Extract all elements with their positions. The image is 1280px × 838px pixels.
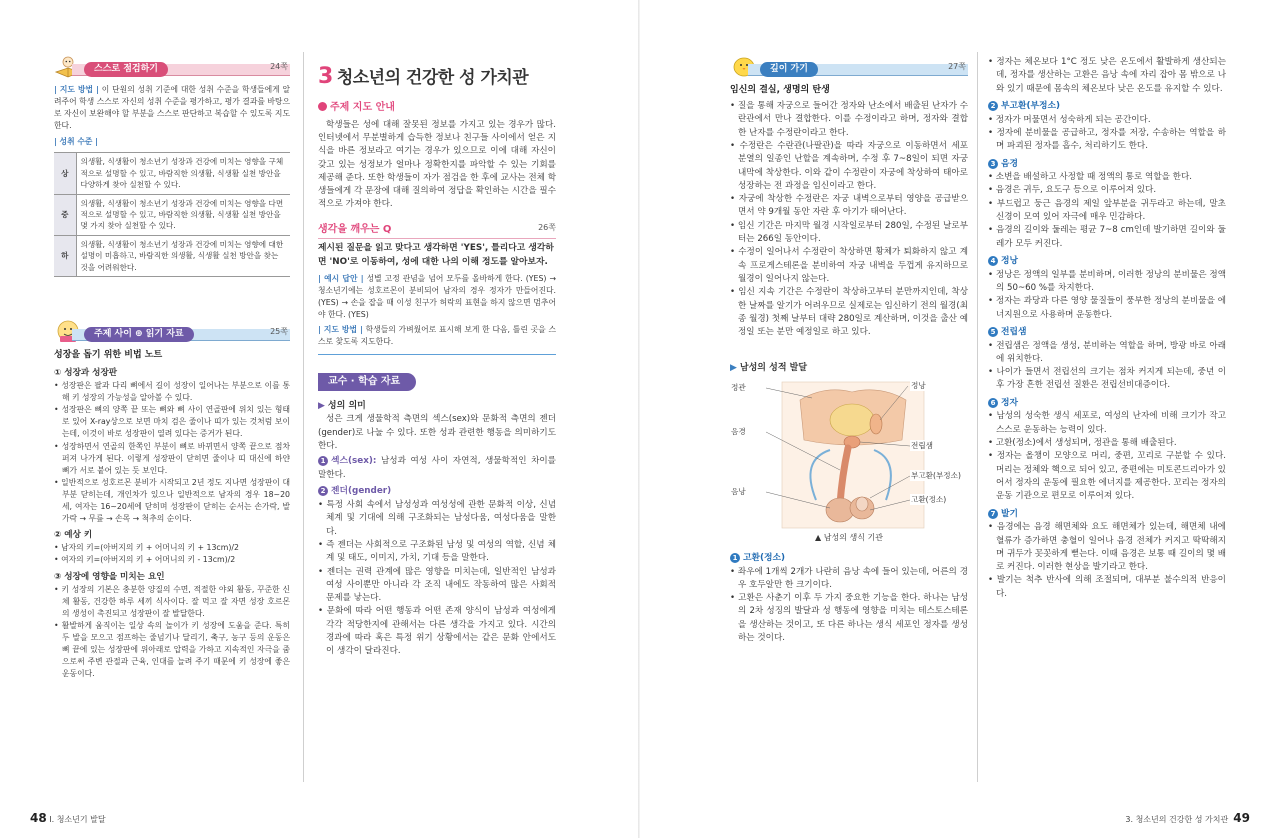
list-item: • 정자가 머물면서 성숙하게 되는 공간이다. (988, 114, 1151, 125)
deep-list (730, 100, 968, 340)
label-penis: 음경 (731, 426, 746, 436)
organ-section-heading (988, 326, 1226, 340)
right-col-1 (730, 56, 968, 645)
list-item: • 음경은 귀두, 요도구 등으로 이루어져 있다. (988, 185, 1157, 196)
method-guide (318, 324, 556, 348)
male-anatomy-illustration (730, 380, 968, 530)
figure-caption: ▲ 남성의 생식 기관 (815, 532, 883, 542)
list-item: • 여자의 키=(아버지의 키 + 어머니의 키 - 13cm)/2 (54, 555, 236, 565)
chapter-number: 3 (318, 64, 333, 89)
organ-section-title: 전립샘 (1001, 326, 1027, 337)
list-item: • 자궁에 착상한 수정란은 자궁 내벽으로부터 영양을 공급받으면서 약 9개월 동안 자란 후 아기가 태어난다. (730, 194, 968, 218)
left-col-2 (318, 60, 556, 659)
organ-section-heading (988, 100, 1226, 114)
growth-sec1-heading: ① 성장과 성장판 (54, 367, 118, 378)
right-page (640, 0, 1280, 838)
sex-definition (318, 455, 556, 482)
page-number: 49 (1233, 811, 1250, 826)
list-item: • 음경에는 음경 해면체와 요도 해면체가 있는데, 해면체 내에 혈류가 증가하면 충혈이 일어나 음경 전체가 커지고 딱딱해지며 귀두가 꼿꼿하게 뻗는다. 이때 음경은 보통 때 길이의 몇 배로 커진다. 이러한 현상을 발기라고 한다. (988, 522, 1226, 573)
male-anatomy-figure (730, 380, 968, 530)
organ-section-heading (988, 255, 1226, 269)
example-answer (318, 273, 556, 321)
list-item: • 남자의 키=(아버지의 키 + 어머니의 키 + 13cm)/2 (54, 543, 239, 553)
self-check-header (54, 56, 290, 78)
level-cell: 상 (54, 153, 76, 194)
number-icon: 6 (988, 398, 998, 408)
topic-guide-heading: 주제 지도 안내 (318, 100, 556, 116)
figure-title: ▶ 남성의 성적 발달 (730, 362, 808, 373)
number-icon: 7 (988, 509, 998, 519)
label-seminal-vesicle: 정낭 (911, 380, 926, 390)
triangle-icon: ▶ (318, 400, 325, 411)
guide-label: | 지도 방법 | (54, 85, 99, 94)
list-item: • 즉 젠더는 사회적으로 구조화된 남성 및 여성의 역할, 신념 체계 및 태도, 이미지, 가치, 기대 등을 말한다. (318, 539, 556, 564)
list-item: • 성장판은 팔과 다리 뼈에서 길이 성장이 일어나는 부분으로 이를 통해 키 성장의 가능성을 알아볼 수 있다. (54, 381, 290, 403)
list-item: • 고환(정소)에서 생성되며, 정관을 통해 배출된다. (988, 438, 1177, 448)
list-item: • 정자는 올챙이 모양으로 머리, 중편, 꼬리로 구분할 수 있다. 머리는 정체와 핵으로 되어 있고, 중편에는 미토콘드리아가 있어서 정자의 운동에 필요한 에너지를 제공한다. 꼬리는 정자의 운동 기관으로 편모로 이루어져 있다. (988, 451, 1226, 502)
left-col-1 (54, 56, 290, 681)
deep-page-ref: 27쪽 (948, 62, 966, 71)
self-check-title: 스스로 점검하기 (84, 62, 168, 77)
list-item: • 좌우에 1개씩 2개가 나란히 음낭 속에 들어 있는데, 어른의 경우 호두알만 한 크기이다. (730, 566, 968, 590)
chapter-title (318, 60, 556, 94)
list-item: • 수정이 일어나서 수정란이 착상하면 황체가 퇴화하지 않고 계속 프로게스테론을 분비하여 자궁 내벽을 두껍게 유지하므로 월경이 일어나지 않는다. (730, 247, 968, 284)
number-icon: 2 (988, 101, 998, 111)
organ-section-title: 음경 (1001, 158, 1018, 169)
achievement-level-table (54, 152, 290, 277)
think-q-heading (318, 222, 556, 240)
list-item: • 부드럽고 둥근 음경의 제일 앞부분을 귀두라고 하는데, 말초 신경이 모여 있어 자극에 매우 민감하다. (988, 198, 1226, 223)
list-item: • 특정 사회 속에서 남성성과 여성성에 관한 문화적 이상, 신념 체계 및 기대에 의해 구조화되는 남성다움, 여성다움을 말한다. (318, 499, 556, 537)
right-col-2 (988, 56, 1226, 601)
level-cell: 중 (54, 194, 76, 235)
level-cell: 하 (54, 235, 76, 276)
list-item: • 정자는 과당과 다른 영양 물질들이 풍부한 정낭의 분비물을 에너지원으로 사용하며 운동한다. (988, 296, 1226, 320)
example-label: | 예시 답안 | (318, 273, 364, 283)
list-item: • 성장판은 뼈의 양쪽 끝 또는 뼈와 뼈 사이 연골판에 위치 있는 형태로 있어 X-ray상으로 보면 마치 검은 줄이나 띠가 있는 것처럼 보이는데, 이것이 바로 성장판이 열려 있다는 증거가 된다. (54, 405, 290, 439)
testis-heading: 1 고환(정소) (730, 552, 968, 566)
organ-section-heading (988, 397, 1226, 411)
gender-list (318, 499, 556, 659)
label-prostate: 전립샘 (911, 440, 934, 450)
sex-heading: 1 섹스(sex): (318, 456, 376, 466)
read-between-page-ref: 25쪽 (270, 326, 288, 336)
number-icon: 1 (730, 553, 740, 563)
list-item: • 정자에 분비물을 공급하고, 정자를 저장, 수송하는 역할을 하며 파괴된 정자를 흡수, 처리하기도 한다. (988, 127, 1226, 152)
guide-text: 이 단원의 성취 기준에 대한 성취 수준을 학생들에게 알려주어 학생 스스로 자신의 성취 수준을 평가하고, 평가 결과를 바탕으로 자신이 보완해야 할 부분을 스스로 판단하고 복습할 수 있도록 지도한다. (54, 85, 290, 131)
method-label: | 지도 방법 | (318, 324, 363, 334)
number-icon: 3 (988, 159, 998, 169)
number-icon: 4 (988, 256, 998, 266)
list-item: • 정자는 체온보다 1°C 정도 낮은 온도에서 활발하게 생산되는데, 정자를 생산하는 고환은 음낭 속에 자리 잡아 몸 밖으로 나와 있기 때문에 몸속의 체온보다 낮은 온도를 유지할 수 있다. (988, 57, 1226, 94)
organ-sections (988, 100, 1226, 601)
read-between-header (54, 321, 290, 343)
example-text: 성별 고정 관념을 넘어 모두를 올바하게 한다. (YES) → 청소년기에는 성호르몬이 분비되어 남자의 경우 정자가 만들어진다. (YES) → 손을 잡을 때 이성 친구가 허락의 표현을 하지 않으면 멈추어야 한다. (YES) (318, 273, 557, 319)
list-item: • 남성의 성숙한 생식 세포로, 여성의 난자에 비해 크기가 작고 스스로 운동하는 능력이 있다. (988, 411, 1226, 435)
bullet-dot-icon (318, 102, 327, 111)
growth-sec3-heading: ③ 성장에 영향을 미치는 요인 (54, 571, 165, 582)
label-vas-deferens: 정관 (731, 382, 746, 392)
page-number: 48 (30, 811, 47, 826)
gender-heading: 2 젠더(gender) (318, 485, 556, 499)
growth-sec2-heading: ② 예상 키 (54, 530, 93, 541)
column-divider (977, 52, 978, 782)
list-item: • 임신 지속 기간은 수정란이 착상하고부터 분만까지인데, 착상한 날짜를 알기가 어려우므로 실제로는 임신하기 전의 월경(최종 월경) 첫째 날부터 대략 280일로 계산하며, 이것을 출산 예정일 또는 분만 예정일로 하고 있다. (730, 287, 969, 338)
list-item: • 소변을 배설하고 사정할 때 정액의 통로 역할을 한다. (988, 172, 1192, 183)
label-scrotum: 음낭 (731, 486, 746, 496)
label-epididymis: 부고환(부정소) (911, 470, 961, 480)
left-page-footer (30, 809, 106, 828)
list-item: • 전립샘은 정액을 생성, 분비하는 역할을 하며, 방광 바로 아래에 위치한다. (988, 340, 1226, 364)
right-page-footer (1125, 809, 1250, 828)
number-2-icon: 2 (318, 486, 328, 496)
growth-sec1-list (54, 380, 290, 525)
number-icon: 5 (988, 327, 998, 337)
list-item: • 음경의 길이와 둘레는 평균 7~8 cm인데 발기하면 길이와 둘레가 모두 커진다. (988, 225, 1226, 249)
table-row (54, 194, 290, 235)
table-row (54, 235, 290, 276)
meaning-text: 성은 크게 생물학적 측면의 섹스(sex)와 문화적 측면의 젠더(gender)로 나눌 수 있다. 또한 성과 관련한 행동을 의미하기도 한다. (318, 414, 556, 452)
organ-section-title: 부고환(부정소) (1001, 100, 1061, 111)
meaning-heading: ▶ 성의 의미 (318, 400, 366, 411)
footer-text: Ⅰ. 청소년기 발달 (49, 815, 106, 825)
list-item: • 문화에 따라 어떤 행동과 어떤 존재 양식이 남성과 여성에게 각각 적당한지에 관해서는 다른 생각을 가지고 있다. 시간의 경과에 따라 혹은 특정 위기 상황에서는 같은 문화 안에서도 이 생각이 달라진다. (318, 606, 556, 657)
growth-note-heading: 성장을 돕기 위한 비법 노트 (54, 349, 163, 360)
self-check-page-ref: 24쪽 (270, 62, 288, 71)
organ-section-title: 발기 (1001, 508, 1018, 519)
label-testis: 고환(정소) (911, 494, 947, 504)
deep-title: 깊이 가기 (760, 62, 818, 77)
organ-section-title: 정자 (1001, 397, 1018, 408)
organ-section-heading (988, 508, 1226, 522)
chapter-title-text: 청소년의 건강한 성 가치관 (336, 68, 529, 88)
level-desc: 의생활, 식생활이 청소년기 성장과 건강에 미치는 영향을 다면적으로 설명할 수 있고, 바람직한 의생활, 식생활 실천 방안을 몇 가지 찾아 실천할 수 있다. (76, 194, 290, 235)
triangle-icon: ▶ (730, 362, 737, 373)
section-separator (318, 354, 556, 355)
list-item: • 일반적으로 성호르몬 분비가 시작되고 2년 정도 지나면 성장판이 대부분 닫히는데, 개인차가 있으나 일반적으로 남자의 경우 18~20세, 여자는 16~20세에 닫히며 성장판이 닫히는 순서는 손가락, 발가락 → 무릎 → 손목 → 척추의 순이다. (54, 477, 290, 524)
list-item: • 정낭은 정액의 일부를 분비하며, 이러한 정낭의 분비물은 정액의 50~60 %를 차지한다. (988, 269, 1226, 293)
list-item: • 고환은 사춘기 이후 두 가지 중요한 기능을 한다. 하나는 남성의 2차 성징의 발달과 성 행동에 영향을 미치는 테스토스테론을 생산하는 것이고, 또 다른 하나는 생식 세포인 정자를 생성하는 것이다. (730, 593, 968, 644)
levels-label: | 성취 수준 | (54, 137, 98, 147)
level-desc: 의생활, 식생활이 청소년기 성장과 건강에 미치는 영향에 대한 설명이 미흡하고, 바람직한 의생활, 식생활 실천 방안을 찾는 것을 어려워한다. (76, 235, 290, 276)
list-item: • 수정란은 수란관(나팔관)을 따라 자궁으로 이동하면서 세포 분열의 일종인 난할을 계속하며, 수정 후 7~8일이 되면 자궁 내막에 착상한다. 이와 같이 수정란이 자궁에 착상하여 태아로 성장하는 전 과정을 임신이라고 한다. (730, 140, 968, 191)
think-q-lead: 제시된 질문을 읽고 맞다고 생각하면 'YES', 틀리다고 생각하면 'NO'로 이동하여, 성에 대한 나의 이해 정도를 알아보자. (318, 243, 554, 267)
growth-sec2-list (54, 542, 290, 566)
list-item: • 젠더는 권력 관계에 많은 영향을 미치는데, 일반적인 남성과 여성 사이뿐만 아니라 각 조직 내에도 작동하여 많은 사회적 문제를 낳는다. (318, 566, 556, 604)
list-item: • 키 성장의 기본은 충분한 양질의 수면, 적절한 야외 활동, 꾸준한 신체 활동, 건강한 하루 세끼 식사이다. 잘 먹고 잘 자면 성장 호르몬의 생성이 촉진되고 성장판이 잘 발달한다. (54, 584, 290, 619)
list-item: • 임신 기간은 마지막 월경 시작일로부터 280일, 수정된 날로부터는 266일 동안이다. (730, 220, 968, 245)
read-between-title: 주제 사이 ⊕ 읽기 자료 (84, 327, 194, 342)
list-item: • 질을 통해 자궁으로 들어간 정자와 난소에서 배출된 난자가 수란관에서 만나 결합한다. 이를 수정이라고 하며, 정자와 결합한 난자를 수정란이라고 한다. (730, 100, 968, 138)
method-text: 학생들의 가벼웠어로 표시해 보게 한 다음, 틀린 곳을 스스로 찾도록 지도한다. (318, 324, 557, 346)
self-check-guide (54, 84, 290, 132)
sex-text: 남성과 여성 사이 자연적, 생물학적인 차이를 말한다. (318, 456, 556, 480)
table-row (54, 153, 290, 194)
level-desc: 의생활, 식생활이 청소년기 성장과 건강에 미치는 영향을 구체적으로 설명할 수 있고, 바람직한 의생활, 식생활 실천 방안을 다양하게 찾아 실천할 수 있다. (76, 153, 290, 194)
think-q-page-ref: 26쪽 (538, 222, 556, 232)
testis-list (730, 566, 968, 646)
footer-text: 3. 청소년의 건강한 성 가치관 (1125, 815, 1229, 825)
list-item: • 발기는 척추 반사에 의해 조절되며, 대부분 불수의적 반응이다. (988, 575, 1226, 599)
deep-header (730, 56, 968, 78)
organ-section-heading (988, 158, 1226, 172)
growth-sec3-list (54, 584, 290, 681)
organ-section-title: 정낭 (1001, 256, 1018, 266)
deep-heading: 임신의 결실, 생명의 탄생 (730, 85, 830, 95)
column-divider (303, 52, 304, 782)
list-item: • 활발하게 움직이는 일상 속의 놀이가 키 성장에 도움을 준다. 특히 두 발을 모으고 점프하는 줄넘기나 달리기, 축구, 농구 등의 운동은 뼈 끝에 있는 성장판에 위아래로 압력을 가하고 지속적인 자극을 줌으로써 주변 관절과 근육, 인대를 늘려 주기 때문에 키 성장에 좋은 운동이다. (54, 621, 290, 679)
teaching-material-heading: 교수 · 학습 자료 (318, 373, 416, 391)
think-q-title: 생각을 깨우는 Q (318, 223, 392, 235)
list-item: • 나이가 들면서 전립선의 크기는 점차 커지게 되는데, 중년 이후 가장 흔한 전립선 질환은 전립선비대증이다. (988, 367, 1226, 391)
topic-guide-text: 학생들은 성에 대해 잘못된 정보를 가지고 있는 경우가 많다. 인터넷에서 무분별하게 습득한 정보나 친구들 사이에서 얻은 지식을 바른 정보라고 여기는 경우가 있으므로 이에 대해 자신이 갖고 있는 성정보가 얼마나 정확한지를 파악할 수 있는 기회를 제공해 준다. 또한 학생들이 자가 점검을 한 후에 교사는 전체 학생들에게 각 문장에 대해 질의하여 정답을 확인하는 시간을 필수적으로 가져야 한다. (318, 119, 556, 210)
list-item: • 성장하면서 연골의 한쪽인 부분이 뼈로 바뀌면서 양쪽 끝으로 점차 퍼져 나가게 된다. 이렇게 성장판이 닫히면 줄이나 띠 대신에 하얀 뼈가 서로 붙어 있는 듯 보인다. (54, 441, 290, 475)
number-1-icon: 1 (318, 456, 328, 466)
